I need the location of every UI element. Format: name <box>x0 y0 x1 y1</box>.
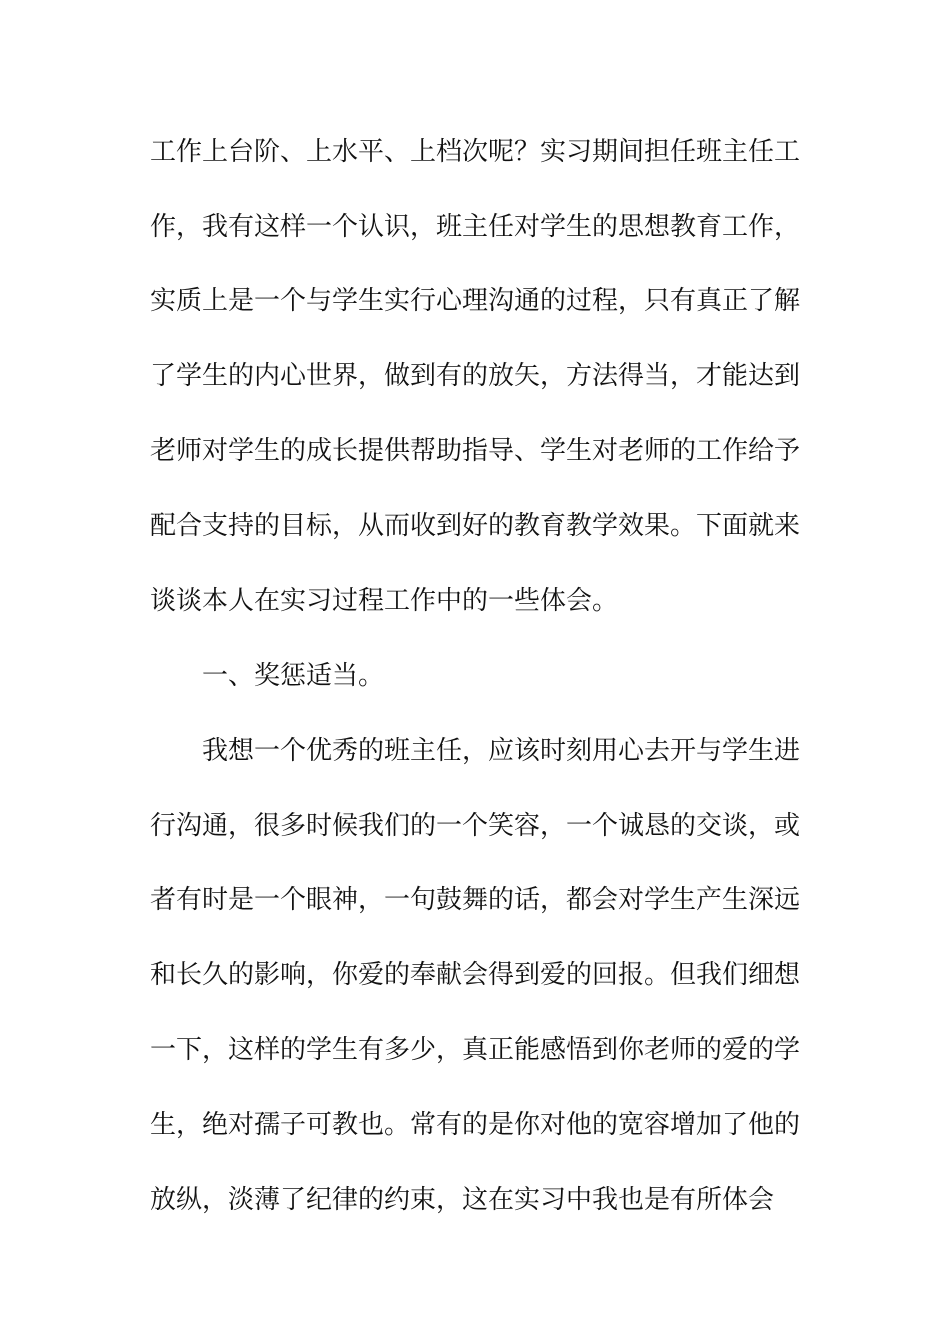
text-line-15: 放纵，淡薄了纪律的约束，这在实习中我也是有所体会 <box>150 1185 775 1215</box>
text-line-11: 者有时是一个眼神，一句鼓舞的话，都会对学生产生深远 <box>150 885 801 915</box>
text-line-3: 实质上是一个与学生实行心理沟通的过程，只有真正了解 <box>150 286 801 316</box>
text-line-4: 了学生的内心世界，做到有的放矢，方法得当，才能达到 <box>150 361 801 391</box>
text-line-6: 配合支持的目标，从而收到好的教育教学效果。下面就来 <box>150 511 801 541</box>
text-line-5: 老师对学生的成长提供帮助指导、学生对老师的工作给予 <box>150 436 801 466</box>
text-line-2: 作，我有这样一个认识，班主任对学生的思想教育工作， <box>150 212 801 242</box>
section-heading: 一、奖惩适当。 <box>202 661 385 691</box>
text-line-13: 一下，这样的学生有多少，真正能感悟到你老师的爱的学 <box>150 1035 801 1065</box>
text-line-7: 谈谈本人在实习过程工作中的一些体会。 <box>150 586 619 616</box>
text-line-9: 我想一个优秀的班主任，应该时刻用心去开与学生进 <box>202 736 801 766</box>
text-line-12: 和长久的影响，你爱的奉献会得到爱的回报。但我们细想 <box>150 960 801 990</box>
text-line-10: 行沟通，很多时候我们的一个笑容，一个诚恳的交谈，或 <box>150 811 801 841</box>
text-line-1: 工作上台阶、上水平、上档次呢？实习期间担任班主任工 <box>150 137 801 167</box>
text-line-14: 生，绝对孺子可教也。常有的是你对他的宽容增加了他的 <box>150 1110 801 1140</box>
